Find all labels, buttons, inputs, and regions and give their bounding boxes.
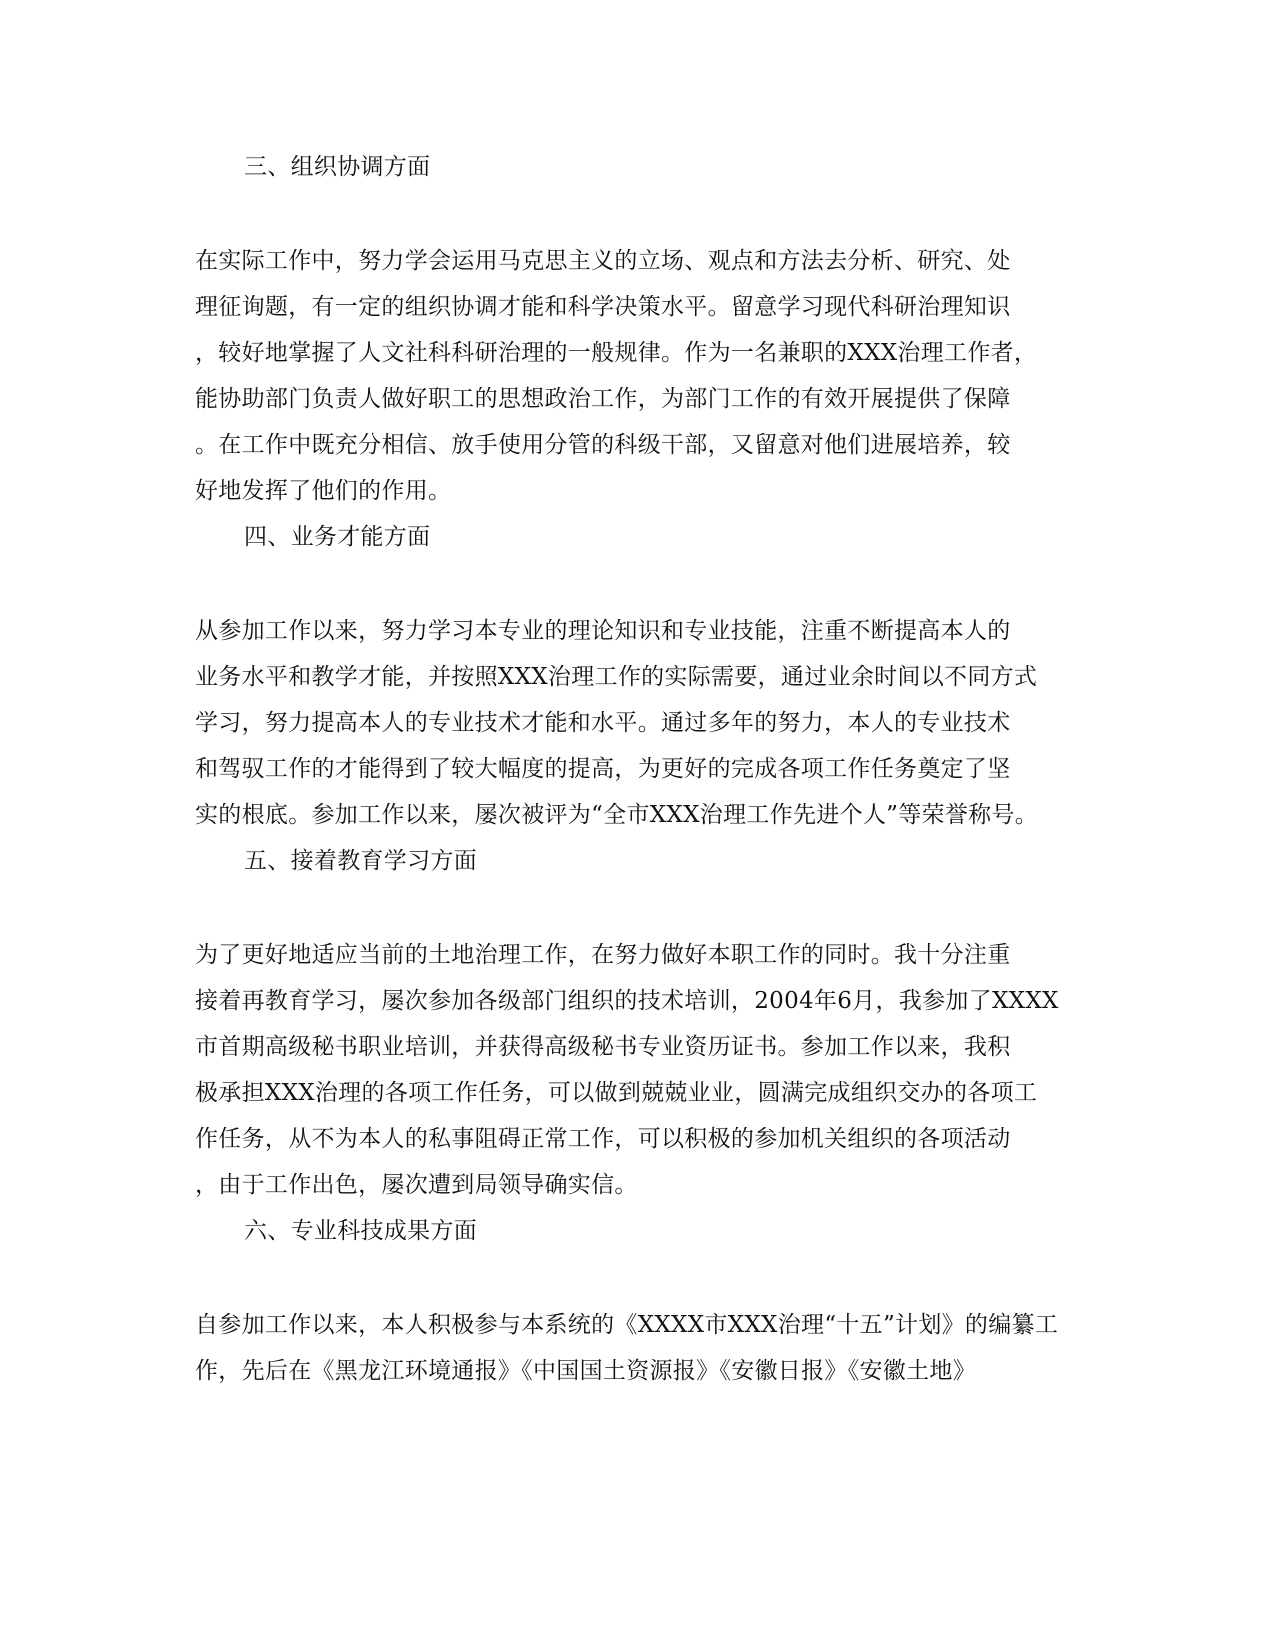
paragraph-line: ，较好地掌握了人文社科科研治理的一般规律。作为一名兼职的XXX治理工作者，: [195, 340, 1038, 366]
paragraph-line: 理征询题，有一定的组织协调才能和科学决策水平。留意学习现代科研治理知识: [195, 294, 1011, 320]
paragraph-line: 接着再教育学习，屡次参加各级部门组织的技术培训，2004年6月，我参加了XXXX: [195, 988, 1059, 1014]
paragraph-line: 自参加工作以来，本人积极参与本系统的《XXXX市XXX治理“十五”计划》的编纂工: [195, 1312, 1059, 1338]
section-heading-organization: 三、组织协调方面: [244, 154, 431, 180]
paragraph-line: 为了更好地适应当前的土地治理工作，在努力做好本职工作的同时。我十分注重: [195, 942, 1011, 968]
paragraph-line: 学习，努力提高本人的专业技术才能和水平。通过多年的努力，本人的专业技术: [195, 710, 1011, 736]
paragraph-line: 。在工作中既充分相信、放手使用分管的科级干部，又留意对他们进展培养，较: [195, 432, 1011, 458]
section-heading-education: 五、接着教育学习方面: [244, 848, 477, 874]
paragraph-line: 业务水平和教学才能，并按照XXX治理工作的实际需要，通过业余时间以不同方式: [195, 664, 1038, 690]
paragraph-line: 市首期高级秘书职业培训，并获得高级秘书专业资历证书。参加工作以来，我积: [195, 1034, 1011, 1060]
paragraph-line: 作任务，从不为本人的私事阻碍正常工作，可以积极的参加机关组织的各项活动: [195, 1126, 1011, 1152]
paragraph-line: ，由于工作出色，屡次遭到局领导确实信。: [195, 1172, 638, 1198]
section-heading-achievements: 六、专业科技成果方面: [244, 1218, 477, 1244]
section-heading-business: 四、业务才能方面: [244, 524, 431, 550]
paragraph-line: 从参加工作以来，努力学习本专业的理论知识和专业技能，注重不断提高本人的: [195, 618, 1011, 644]
paragraph-line: 在实际工作中，努力学会运用马克思主义的立场、观点和方法去分析、研究、处: [195, 248, 1011, 274]
paragraph-line: 好地发挥了他们的作用。: [195, 478, 452, 504]
paragraph-line: 和驾驭工作的才能得到了较大幅度的提高，为更好的完成各项工作任务奠定了坚: [195, 756, 1011, 782]
paragraph-line: 实的根底。参加工作以来，屡次被评为“全市XXX治理工作先进个人”等荣誉称号。: [195, 802, 1039, 828]
paragraph-line: 极承担XXX治理的各项工作任务，可以做到兢兢业业，圆满完成组织交办的各项工: [195, 1080, 1038, 1106]
paragraph-line: 能协助部门负责人做好职工的思想政治工作，为部门工作的有效开展提供了保障: [195, 386, 1011, 412]
paragraph-line: 作，先后在《黑龙江环境通报》《中国国土资源报》《安徽日报》《安徽土地》: [195, 1358, 976, 1384]
